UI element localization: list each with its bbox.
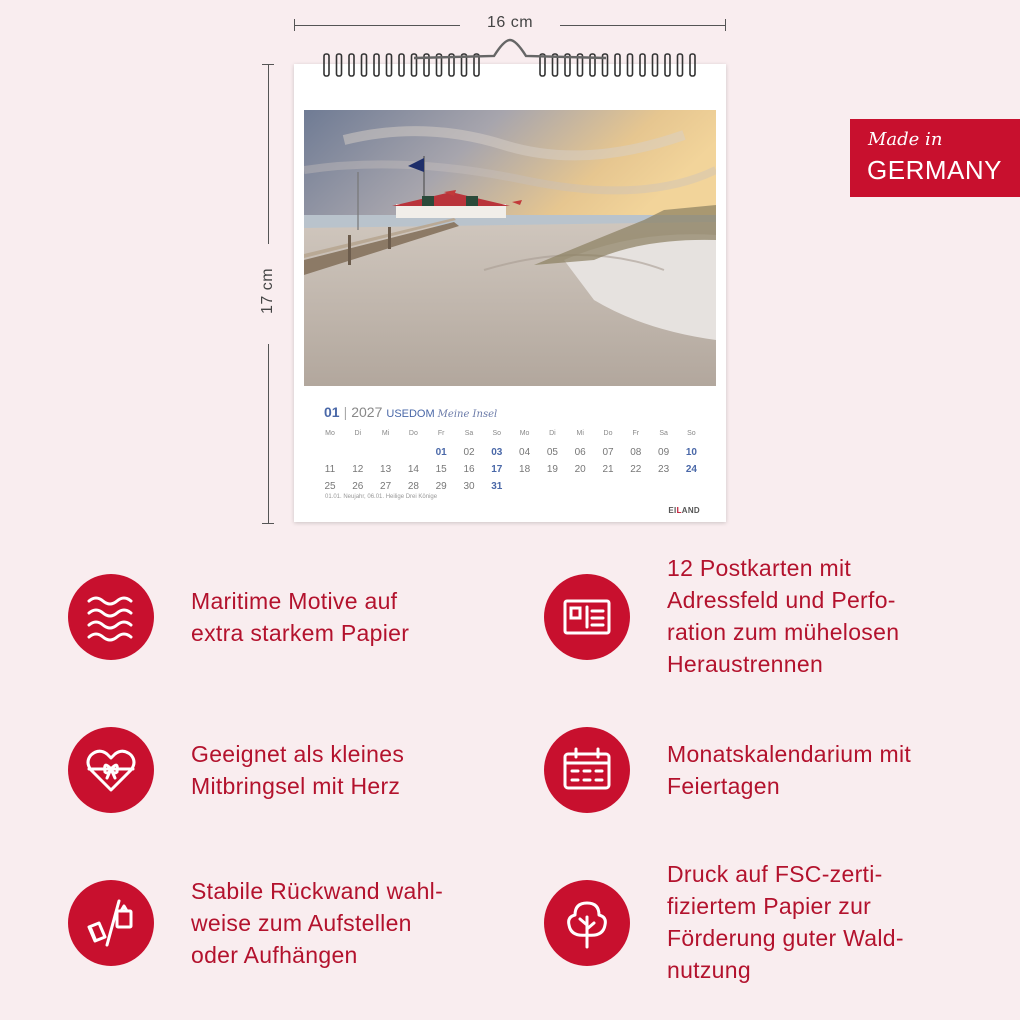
width-label: 16 cm bbox=[486, 14, 534, 31]
badge-script: Made in bbox=[868, 129, 943, 150]
weekday-label: So bbox=[687, 430, 696, 437]
calendar-day: 26 bbox=[352, 481, 364, 492]
calendar-day: 14 bbox=[407, 464, 419, 475]
calendar-day: 17 bbox=[491, 464, 503, 475]
height-dimension bbox=[258, 64, 280, 524]
calendar-day: 25 bbox=[324, 481, 336, 492]
spiral-loop bbox=[324, 54, 329, 76]
calendar-day: 30 bbox=[463, 481, 475, 492]
spiral-binding bbox=[294, 36, 726, 80]
feature-text-3: Geeignet als kleines Mitbringsel mit Herz bbox=[191, 741, 405, 799]
spiral-loop bbox=[628, 54, 633, 76]
weekday-label: Mi bbox=[576, 430, 584, 437]
calendar-day: 21 bbox=[602, 464, 614, 475]
badge-country: GERMANY bbox=[867, 155, 1002, 185]
calendar-day: 09 bbox=[658, 447, 670, 458]
weekday-label: Sa bbox=[659, 430, 668, 437]
weekday-label: Fr bbox=[632, 430, 640, 437]
calendar-day: 06 bbox=[574, 447, 586, 458]
calendar-day: 18 bbox=[519, 464, 531, 475]
feature-text-4: Monatskalendarium mit Feiertagen bbox=[667, 741, 912, 799]
calendar-day: 08 bbox=[630, 447, 642, 458]
feature-text-2: 12 Postkarten mit Adressfeld und Perfo- ration zum mühelosen Heraustrennen bbox=[667, 555, 900, 677]
calendar-day: 23 bbox=[658, 464, 670, 475]
weekday-label: Do bbox=[408, 430, 418, 437]
calendar-day: 11 bbox=[324, 464, 336, 475]
weekday-label: Mi bbox=[381, 430, 390, 437]
heart-gift-icon bbox=[68, 727, 154, 813]
spiral-loop bbox=[362, 54, 367, 76]
calendar-day: 31 bbox=[491, 481, 503, 492]
calendar-day: 28 bbox=[407, 481, 419, 492]
calendar-year: 2027 bbox=[351, 404, 383, 420]
width-dimension bbox=[294, 14, 726, 36]
calendar-day: 12 bbox=[352, 464, 364, 475]
stand-hang-icon bbox=[68, 880, 154, 966]
calendar-day: 04 bbox=[519, 447, 531, 458]
calendar-day: 19 bbox=[546, 464, 558, 475]
weekday-label: Di bbox=[549, 430, 556, 437]
spiral-loop bbox=[640, 54, 645, 76]
height-label: 17 cm bbox=[259, 267, 276, 315]
weekday-label: Sa bbox=[464, 430, 474, 437]
holidays-note: 01.01. Neujahr, 06.01. Heilige Drei Könige bbox=[325, 494, 438, 500]
calendar-product bbox=[294, 64, 726, 522]
spiral-loop bbox=[374, 54, 379, 76]
spiral-loop bbox=[690, 54, 695, 76]
spiral-loop bbox=[337, 54, 342, 76]
feature-text-5: Stabile Rückwand wahl- weise zum Aufstellen oder Aufhängen bbox=[191, 878, 444, 968]
calendar-day: 07 bbox=[602, 447, 614, 458]
weekday-header-row bbox=[316, 430, 716, 447]
waves-icon bbox=[68, 574, 154, 660]
spiral-loop bbox=[678, 54, 683, 76]
spiral-loop bbox=[349, 54, 354, 76]
calendar-day: 27 bbox=[380, 481, 392, 492]
feature-text-6: Druck auf FSC-zerti- fiziertem Papier zur Förderung guter Wald- nutzung bbox=[667, 861, 904, 983]
calendar-day: 03 bbox=[491, 447, 503, 458]
calendar-day: 13 bbox=[380, 464, 392, 475]
feature-text-1: Maritime Motive auf extra starkem Papier bbox=[191, 588, 410, 646]
calendar-day: 20 bbox=[574, 464, 586, 475]
weekday-label: Fr bbox=[437, 430, 445, 437]
weekday-label: So bbox=[492, 430, 502, 437]
tree-icon bbox=[544, 880, 630, 966]
weekday-label: Mo bbox=[519, 430, 530, 437]
calendar-day: 24 bbox=[685, 464, 697, 475]
spiral-loop bbox=[665, 54, 670, 76]
calendar-day: 15 bbox=[435, 464, 447, 475]
calendar-title: 01 | 2027 USEDOM Meine Insel bbox=[324, 404, 498, 420]
calendar-grid bbox=[316, 430, 716, 498]
made-in-germany-badge bbox=[850, 119, 1020, 197]
weekday-label: Di bbox=[354, 430, 362, 437]
brand-logo: EILAND bbox=[668, 506, 700, 515]
calendar-week-row bbox=[316, 464, 716, 481]
weekday-label: Do bbox=[603, 430, 613, 437]
calendar-subtitle: Meine Insel bbox=[437, 409, 498, 420]
calendar-day: 05 bbox=[546, 447, 558, 458]
month-number: 01 bbox=[324, 404, 340, 420]
calendar-photo bbox=[304, 110, 716, 386]
calendar-week-row bbox=[316, 447, 716, 464]
spiral-loop bbox=[615, 54, 620, 76]
spiral-loop bbox=[387, 54, 392, 76]
spiral-loop bbox=[653, 54, 658, 76]
calendar-day: 22 bbox=[630, 464, 642, 475]
weekday-label: Mo bbox=[325, 430, 335, 437]
calendar-day: 16 bbox=[463, 464, 475, 475]
calendar-day: 01 bbox=[435, 447, 447, 458]
calendar-place: USEDOM bbox=[386, 408, 435, 420]
calendar-icon bbox=[544, 727, 630, 813]
spiral-loop bbox=[399, 54, 404, 76]
calendar-day: 10 bbox=[685, 447, 697, 458]
calendar-day: 29 bbox=[435, 481, 447, 492]
calendar-day: 02 bbox=[463, 447, 475, 458]
postcard-icon bbox=[544, 574, 630, 660]
